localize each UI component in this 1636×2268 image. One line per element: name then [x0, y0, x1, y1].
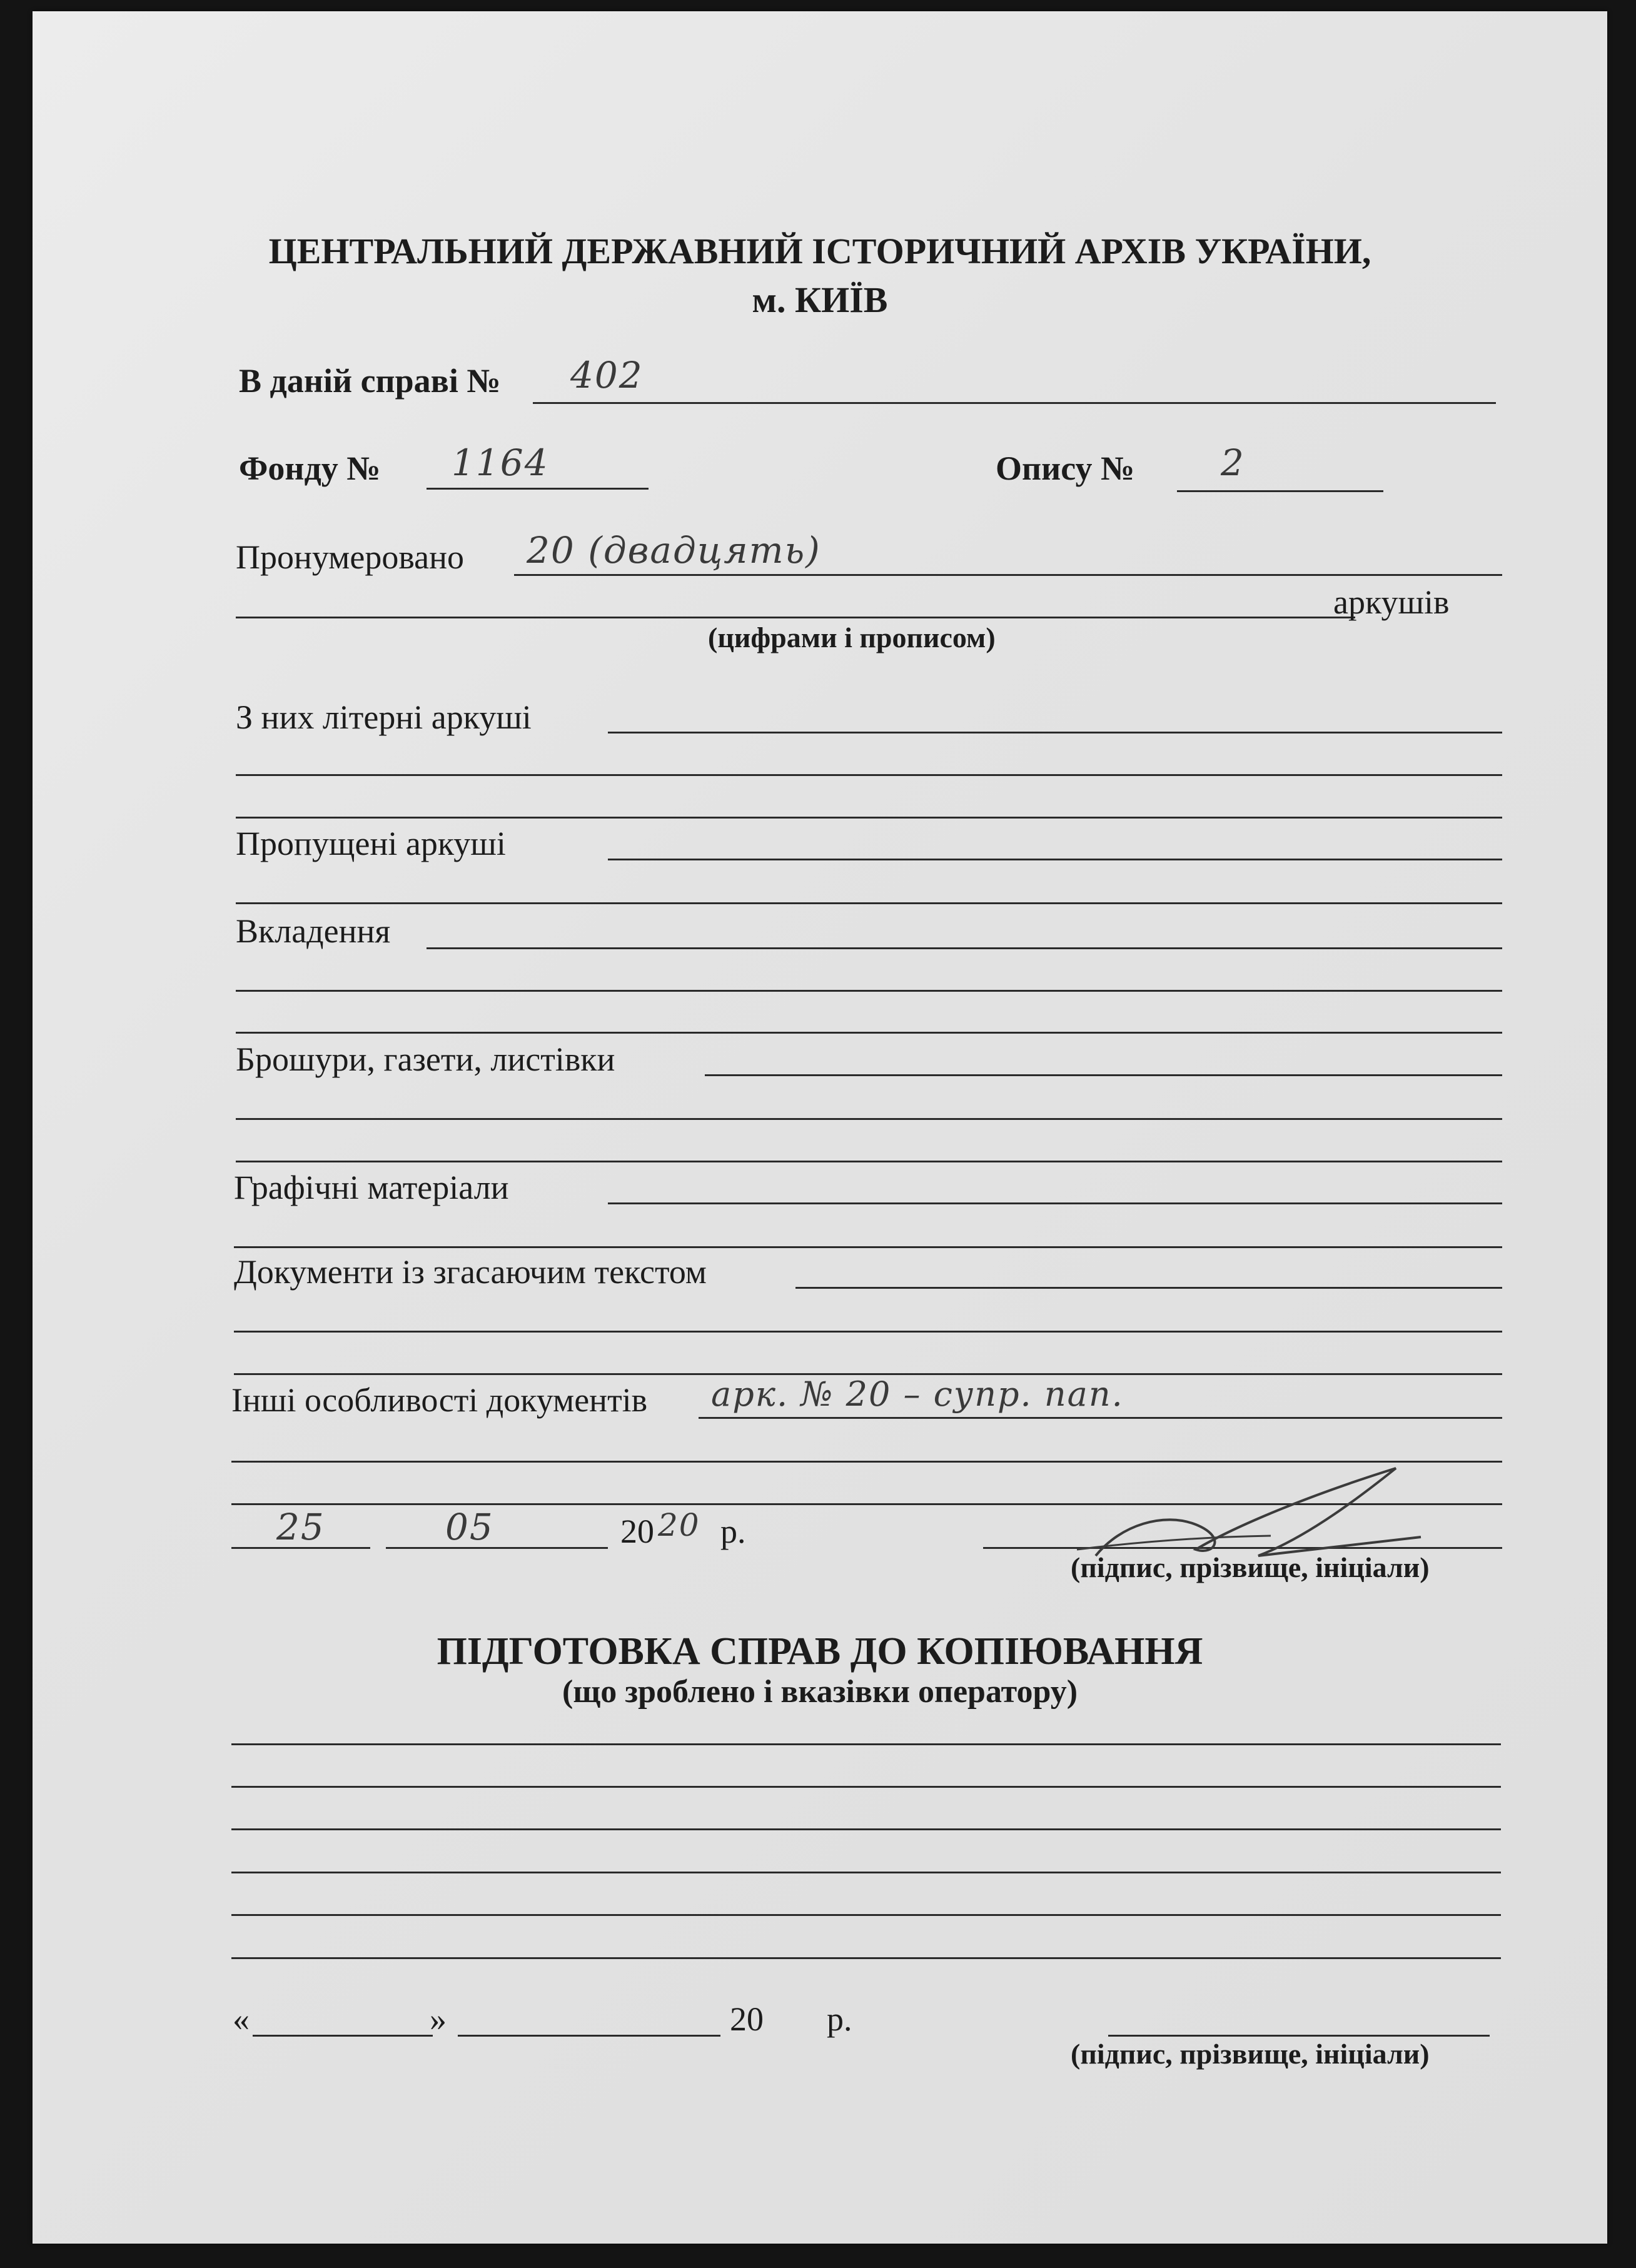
signature-hint-1: (підпис, прізвище, ініціали)	[1071, 1551, 1430, 1583]
other-line	[699, 1417, 1502, 1419]
date-day-line	[231, 1547, 370, 1549]
date-month: 05	[445, 1506, 494, 1548]
numbered-label: Пронумеровано	[236, 538, 464, 576]
letter-sheets-line-3	[236, 817, 1502, 819]
brochures-label: Брошури, газети, листівки	[236, 1041, 615, 1078]
date2-year-prefix: 20	[730, 2000, 764, 2038]
section2-title: ПІДГОТОВКА СПРАВ ДО КОПІЮВАННЯ	[437, 1630, 1203, 1673]
letter-sheets-line-2	[236, 774, 1502, 776]
graphics-line-2	[234, 1246, 1502, 1248]
missing-sheets-line-2	[236, 902, 1502, 904]
section2-line-2	[231, 1786, 1501, 1788]
attachments-label: Вкладення	[236, 912, 391, 950]
graphics-label: Графічні матеріали	[234, 1169, 509, 1206]
graphics-line	[608, 1202, 1502, 1204]
section2-subtitle: (що зроблено і вказівки оператору)	[562, 1674, 1078, 1710]
other-label: Інші особливості документів	[231, 1381, 648, 1419]
date2-year-letter: р.	[827, 2000, 852, 2038]
opys-label: Опису №	[996, 450, 1135, 487]
fond-label: Фонду №	[239, 450, 381, 487]
numbered-hint: (цифрами і прописом)	[708, 622, 996, 653]
attachments-line-2	[236, 990, 1502, 992]
signature2-line	[1108, 2035, 1490, 2037]
other-value: арк. № 20 – супр. пап.	[711, 1374, 1124, 1414]
fading-line	[795, 1287, 1502, 1289]
date2-open-quote: «	[233, 2000, 250, 2038]
date2-day-line	[253, 2035, 433, 2037]
brochures-line	[705, 1074, 1502, 1076]
date-day: 25	[276, 1506, 325, 1548]
case-line	[533, 402, 1496, 404]
case-value: 402	[570, 354, 644, 396]
section2-line-1	[231, 1743, 1501, 1745]
numbered-line-2	[236, 617, 1355, 618]
fond-value: 1164	[452, 441, 549, 484]
signature-hint-2: (підпис, прізвище, ініціали)	[1071, 2038, 1430, 2070]
attachments-line	[427, 947, 1502, 949]
section2-line-3	[231, 1828, 1501, 1830]
brochures-line-3	[236, 1161, 1502, 1162]
date-month-line	[386, 1547, 608, 1549]
missing-sheets-line	[608, 859, 1502, 860]
opys-value: 2	[1221, 441, 1245, 484]
numbered-line	[514, 574, 1502, 576]
letter-sheets-line	[608, 732, 1502, 733]
section2-line-5	[231, 1914, 1501, 1916]
opys-line	[1177, 490, 1383, 492]
letter-sheets-label: З них літерні аркуші	[236, 698, 532, 736]
section2-line-6	[231, 1957, 1501, 1959]
date-year-prefix: 20	[620, 1513, 654, 1550]
archive-name: ЦЕНТРАЛЬНИЙ ДЕРЖАВНИЙ ІСТОРИЧНИЙ АРХІВ УКРАЇНИ,	[268, 231, 1371, 271]
fading-label: Документи із згасаючим текстом	[234, 1253, 707, 1291]
document-page	[33, 11, 1607, 2244]
attachments-line-3	[236, 1032, 1502, 1034]
date-year-suffix: 20	[658, 1507, 700, 1543]
date-year-letter: р.	[720, 1513, 746, 1550]
archive-city: м. КИЇВ	[752, 280, 888, 320]
brochures-line-2	[236, 1118, 1502, 1120]
case-label: В даній справі №	[239, 362, 501, 400]
section2-line-4	[231, 1872, 1501, 1873]
date2-month-line	[458, 2035, 720, 2037]
sheets-word: аркушів	[1333, 583, 1450, 621]
fading-line-2	[234, 1331, 1502, 1333]
fond-line	[427, 488, 649, 490]
date2-close-quote: »	[430, 2000, 447, 2038]
missing-sheets-label: Пропущені аркуші	[236, 825, 506, 862]
numbered-value: 20 (двадцять)	[527, 529, 821, 572]
